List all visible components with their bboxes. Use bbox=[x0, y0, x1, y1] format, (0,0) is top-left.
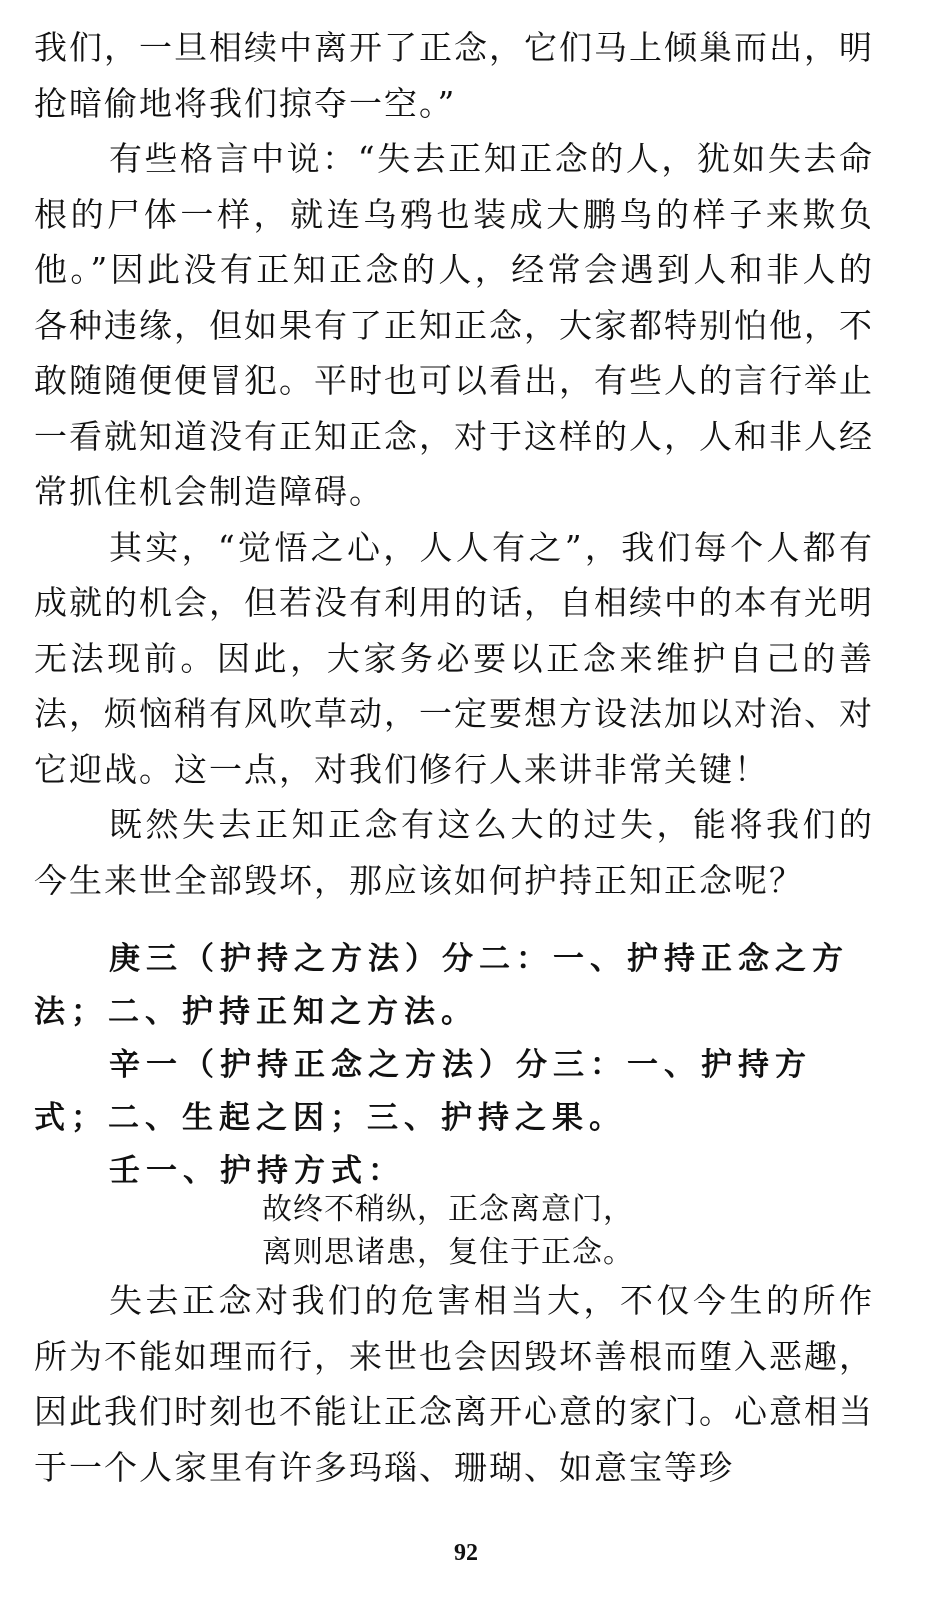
paragraph: 既然失去正知正念有这么大的过失，能将我们的今生来世全部毁坏，那应该如何护持正知正念呢？ bbox=[34, 805, 874, 900]
body-text-top bbox=[34, 20, 874, 908]
page-number: 92 bbox=[454, 1540, 478, 1566]
verse-line: 离则思诸患，复住于正念。 bbox=[262, 1236, 634, 1269]
verse-line: 故终不稍纵，正念离意门， bbox=[262, 1193, 634, 1226]
section-heading: 庚三（护持之方法）分二：一、护持正念之方法；二、护持正知之方法。 bbox=[34, 941, 849, 1030]
section-heading: 壬一、护持方式： bbox=[109, 1153, 405, 1189]
paragraph: 其实，“觉悟之心，人人有之”，我们每个人都有成就的机会，但若没有利用的话，自相续中的本有光明无法现前。因此，大家务必要以正念来维护自己的善法，烦恼稍有风吹草动，一定要想方设法加以对治、对它迎战。这一点，对我们修行人来讲非常关键！ bbox=[34, 527, 874, 789]
body-text-bottom bbox=[34, 1273, 874, 1495]
section-heading: 辛一（护持正念之方法）分三：一、护持方式；二、生起之因；三、护持之果。 bbox=[34, 1047, 812, 1136]
paragraph-continued: 我们，一旦相续中离开了正念，它们马上倾巢而出，明抢暗偷地将我们掠夺一空。” bbox=[34, 28, 874, 123]
section-headings bbox=[34, 933, 874, 1198]
paragraph: 失去正念对我们的危害相当大，不仅今生的所作所为不能如理而行，来世也会因毁坏善根而堕入恶趣，因此我们时刻也不能让正念离开心意的家门。心意相当于一个人家里有许多玛瑙、珊瑚、如意宝等珍 bbox=[34, 1281, 874, 1487]
paragraph: 有些格言中说：“失去正知正念的人，犹如失去命根的尸体一样，就连乌鸦也装成大鹏鸟的样子来欺负他。”因此没有正知正念的人，经常会遇到人和非人的各种违缘，但如果有了正知正念，大家都特别怕他，不敢随随便便冒犯。平时也可以看出，有些人的言行举止一看就知道没有正知正念，对于这样的人，人和非人经常抓住机会制造障碍。 bbox=[34, 139, 874, 511]
verse-quote bbox=[262, 1188, 634, 1274]
